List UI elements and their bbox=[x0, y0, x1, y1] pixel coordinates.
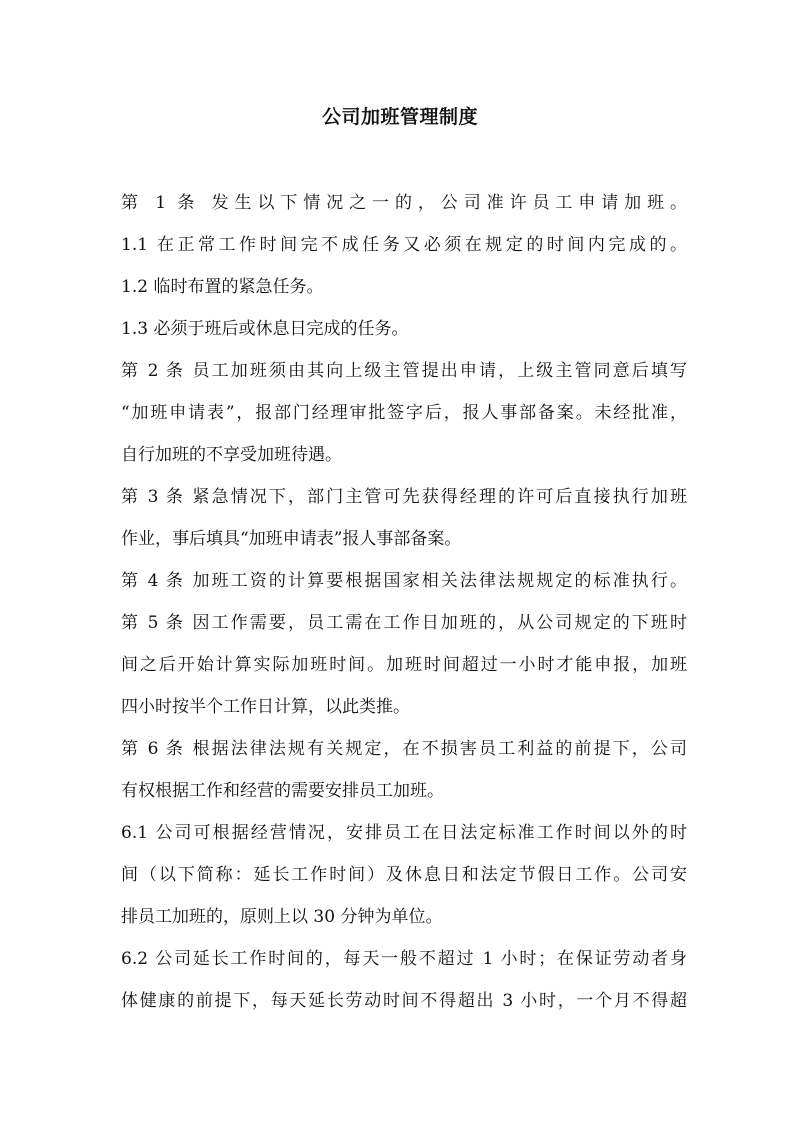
line-1: 第 1 条 发生以下情况之一的，公司准许员工申请加班。 bbox=[121, 193, 687, 213]
line-4: 1.3 必须于班后或休息日完成的任务。 bbox=[121, 319, 409, 339]
line-10: 第 4 条 加班工资的计算要根据国家相关法律法规规定的标准执行。 bbox=[121, 571, 687, 591]
line-14: 第 6 条 根据法律法规有关规定，在不损害员工利益的前提下，公司 bbox=[121, 739, 687, 759]
line-18: 排员工加班的，原则上以 30 分钟为单位。 bbox=[121, 907, 443, 927]
document-title: 公司加班管理制度 bbox=[321, 106, 478, 128]
line-8: 第 3 条 紧急情况下，部门主管可先获得经理的许可后直接执行加班 bbox=[121, 487, 687, 507]
line-12: 间之后开始计算实际加班时间。加班时间超过一小时才能申报，加班 bbox=[121, 655, 687, 675]
line-7: 自行加班的不享受加班待遇。 bbox=[121, 445, 342, 465]
line-15: 有权根据工作和经营的需要安排员工加班。 bbox=[121, 781, 444, 801]
line-3: 1.2 临时布置的紧急任务。 bbox=[121, 277, 324, 297]
line-17: 间（以下简称：延长工作时间）及休息日和法定节假日工作。公司安 bbox=[121, 865, 687, 885]
line-9: 作业，事后填具“加班申请表”报人事部备案。 bbox=[121, 529, 462, 549]
line-5: 第 2 条 员工加班须由其向上级主管提出申请，上级主管同意后填写 bbox=[121, 361, 687, 381]
line-13: 四小时按半个工作日计算，以此类推。 bbox=[121, 697, 410, 717]
document-body bbox=[121, 182, 687, 1022]
line-16: 6.1 公司可根据经营情况，安排员工在日法定标准工作时间以外的时 bbox=[121, 823, 687, 843]
line-2: 1.1 在正常工作时间完不成任务又必须在规定的时间内完成的。 bbox=[121, 235, 687, 255]
line-20: 体健康的前提下，每天延长劳动时间不得超出 3 小时，一个月不得超 bbox=[121, 991, 687, 1011]
line-19: 6.2 公司延长工作时间的，每天一般不超过 1 小时；在保证劳动者身 bbox=[121, 949, 687, 969]
line-11: 第 5 条 因工作需要，员工需在工作日加班的，从公司规定的下班时 bbox=[121, 613, 687, 633]
line-6: “加班申请表”，报部门经理审批签字后，报人事部备案。未经批准， bbox=[121, 403, 687, 423]
